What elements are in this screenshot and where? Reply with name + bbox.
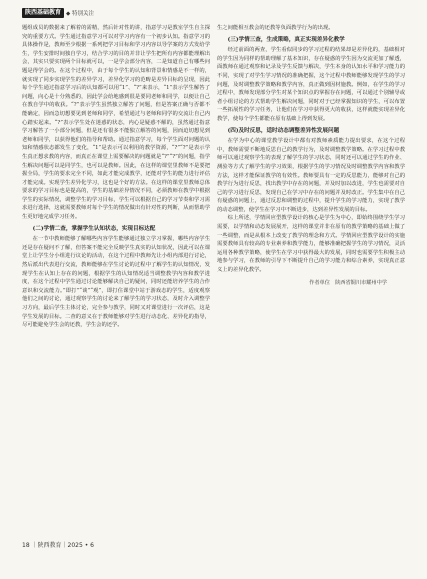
section-heading: (二)学情二查，掌握学生认知状态，实现目标达配	[32, 225, 156, 232]
left-column	[22, 24, 210, 330]
paragraph: 题组成员的数据来了解着的需精，然后针对性的讲，指意学习是教室学生自主探究的重要方式。学生通过指意学习可以对学习内容有一个初步认知。指意学习的具体操作是，教师至少根据一系列把学习目标和学习内容以导学案的方式发给学生，学生安排时间独自学习，结合学习的目的并非让学生把所有内容都能理解出会，其实只要实现两个目标就可以，一是学会部分内容，二是知道自己有哪些问题是得学会的。在这个过程中，由于每个学生的认知和背景和情感是不一样的，就实现了同步实现学生的差异学习，差异化学习的范畴是差异目标的呈现，因此每个学生通过指意学习后的认知都可以用“1”、“?”来表示，“1”表示学生解答了问题，向心是十分熟悉的，因此学会给地感到很是要同老师和同学，以便让自己在教自学中的收获。“?”表示学生虽然独立解答了问题，但是答案正确与否都不能确定，因而急切想要见到老师和同学，希望通过与老师和同学的交流让自己内心踏实起来。“?”表示学生处在迷惑的状态，内心是疑惑不解的，虽然通过指意学习解答了一小部分问题，但是还有很多不能独立解答的问题，因而迫切想见到老师和同学，以获得他们的指导和帮助。通过指意学习，每个学生面对问题的认知和情感状态都发生了变化，“1”是表示可以利用的教学资源，“?”“?”是表示学生真正想求教的内容，而真正在课堂上需要解决的问题就是“?”“?”的问题，指学生解决问题可以是同学生，也可以是教师。因此，在这样的课堂里教师不是要把握全局，学生的要求完全不同，如此才能完成教学，还能对学生的能力进行评估才能完成。实现学生差异化学习，这也是个好的方法。在这样的课堂里教师总体要求的学习目标也是提高的，学生的基础差异情况不同，必须教师在教学中根据学生的实际情况，调整学生的学习目标，学生可以根据自己的学习节奏和学习需求进行选择，这就需要教师对每个学生的情况做出有针对性的判断，从而帮助学生更好地完成学习任务。	[22, 25, 210, 221]
paragraph: 经过前面的两查，学生看似同步的学习过程的结果却是差异化的，基础相对的学生因为同样的帮助理解了基本知识，存在疑惑的学生因为交流更加了解透，面教师在通过观察和记录及学生反馈与解决，学生本身的认知水平和学习能力的不同，实现了对学生学习情况的准确把握，这个过程中教师能够发现学生的学习问题，及时调整教学策略和教学内容，真正做到因材施教。例如，在学生的学习过程中，教师发现部分学生对某个知识点的掌握存在问题，可以通过个别辅导或者小组讨论的方式帮助学生解决问题，同时对于已经掌握知识的学生，可以布置一些拓展性的学习任务，让他们在学习中获得更大的收获，这样就能实现差异化教学，使每个学生都能在原有基础上得到发展。	[217, 47, 405, 122]
paragraph: 在学为中心的课堂教学设计中都有对教师素质能力提出要求，在这个过程中，教师需要不断地反思自己的教学行为，及时调整教学策略。在学习过程中教师可以通过观察学生的表现了解学生的学习状态，同时还可以通过学生的作业、测验等方式了解学生的学习效果，根据学生的学习情况及时调整教学内容和教学方法，这样才能保证教学的有效性。教师要具有一定的反思能力，能够对自己的教学行为进行反思，找出教学中存在的问题，并及时加以改进，学生也需要对自己的学习进行反思，发现自己在学习中存在的问题并及时改正。学生集中在自己有疑惑的问题上，通过反思和调整的过程中，提升学生的学习能力，实现了教学的动态调整，使学生在学习中不断进步，达到差异性发展的目标。	[217, 138, 405, 213]
paragraph: 在一节中教师能够了解哪些内容学生能够通过独立学习掌握，哪些内容学生还是存在疑问不了解，但答案不能完全反映学生真实的认知状况，因此可以在课堂上让学生分小组进行议论的活动，在这个过程中教师先让小组内部进行讨论，然后派出代表进行交流，教师能够在学生讨论的过程中了解学生的认知情况，发现学生在认知上存在的问题，根据学生的认知情况适当调整教学内容和教学进度，在这个过程中学生通过讨论能够解决自己的疑问，同时还能培养学生的合作意识和交流能力。”即打”“谈”“观”，即打住课堂中站于游戏态的学生，适度观察他们之间的讨论，通过观察学生的讨论来了解学生的学习状态，及时介入调整学习方向，最后学生主体讨论，完全参与教学，同时又对课堂进行一次评估，这是学生发展的目标。二查的意义在于教师能够对学生进行动态化、差异化的指导，尽可能避免学生会的还教，学生会的还学。	[22, 236, 210, 329]
page-header	[22, 8, 94, 18]
paragraph: 综上所述，学情回应型教学设计的核心是学生为中心，即始终围绕学生学习需要，以学情和动态发展展开，这样的课堂并非在原有的教学策略的基础上做了一些调整，而是从根本上改变了教学的理念和方式。学情回应型教学设计的实施需要教师具有较高的专业素养和教学能力，能够准确把握学生的学习情况，灵活运用各种教学策略，使学生在学习中获得最大的发展，同时也需要学生积极主动地参与学习，在教师的引导下不断提升自己的学习能力和综合素养，实现真正意义上的差异化教学。	[217, 215, 405, 274]
paragraph: 生之间能相互教会的还教等负面教学行为的出现。	[217, 25, 334, 31]
section-heading: (四)及时反思，适时动态调整差异性发展问题	[227, 127, 340, 134]
right-column	[217, 24, 405, 287]
section-label: ◆ 特别关注	[66, 11, 94, 17]
section-heading: (三)学情三查，生成策略，真正实现差异化教学	[227, 36, 345, 43]
author-affiliation: 作者单位 陕西省铜川市耀州中学	[309, 279, 387, 286]
page-footer: 18 ｜陕西教育｜2025 • 6	[22, 542, 94, 549]
magazine-logo: 陕西基础教育	[22, 8, 64, 18]
